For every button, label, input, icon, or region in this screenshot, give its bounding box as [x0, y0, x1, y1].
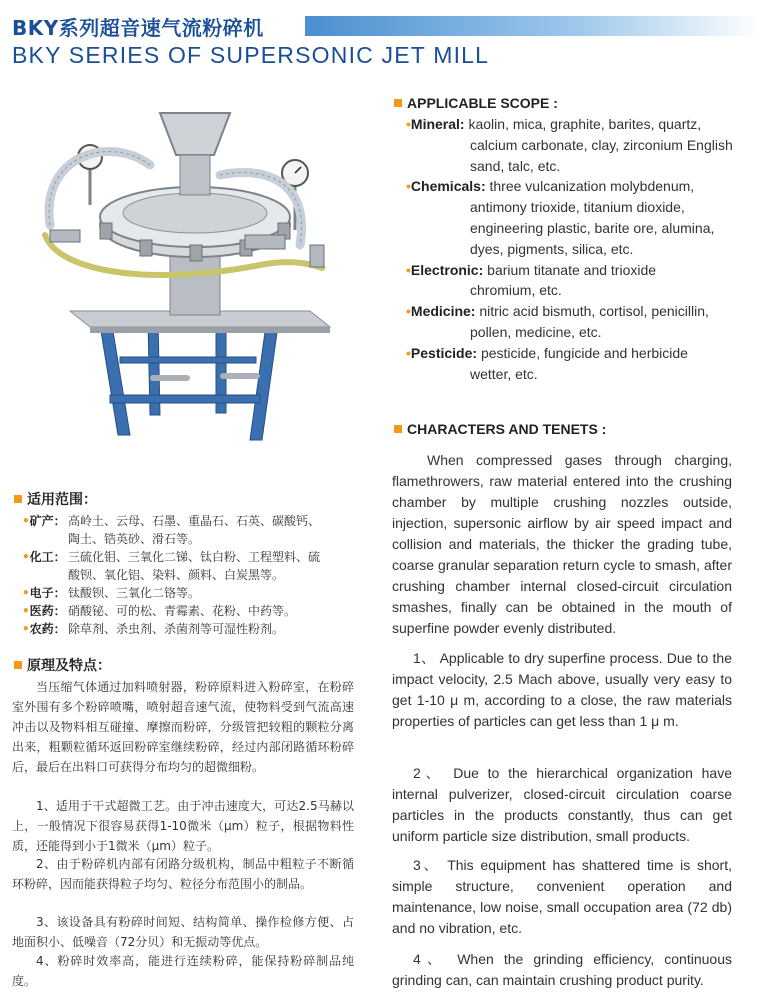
characters-point-4-en: 4、 When the grinding efficiency, continuous grinding can, can maintain crushing product purity.	[392, 951, 732, 988]
principle-point-4-cn: 4、粉碎时效率高，能进行连续粉碎，能保持粉碎制品纯度。	[12, 954, 354, 988]
scope-item-medicine-cn: •医药： 硝酸铋、可的松、青霉素、花粉、中药等。	[22, 604, 297, 618]
page-title-cn: BKY系列超音速气流粉碎机	[12, 16, 264, 40]
orange-square-bullet	[394, 99, 402, 107]
scope-item-pesticide-cn: •农药： 除草剂、杀虫剂、杀菌剂等可湿性粉剂。	[22, 622, 285, 636]
orange-square-bullet	[14, 661, 22, 669]
scope-item-electronic-cn: •电子： 钛酸钡、三氧化二铬等。	[22, 586, 201, 600]
scope-item-mineral-cn: •矿产： 高岭土、云母、石墨、重晶石、石英、碳酸钙、 陶土、锆英砂、滑石等。	[22, 514, 321, 546]
jet-mill-machine-icon	[30, 95, 360, 465]
scope-item-chemical-cn: •化工： 三硫化钼、三氧化二锑、钛白粉、工程塑料、硫 酸钡、氧化铝、染料、颜料、白炭黑等。	[22, 550, 321, 582]
scope-list-en	[406, 114, 746, 384]
orange-square-bullet	[14, 495, 22, 503]
scope-item-mineral-en: •Mineral: kaolin, mica, graphite, barites, quartz, calcium carbonate, clay, zirconium English sand, talc, etc.	[406, 116, 733, 174]
scope-list-cn	[22, 512, 362, 638]
characters-point-1-en: 1、 Applicable to dry superfine process. Due to the impact velocity, 2.5 Mach above, usually very easy to get 1-10 μ m, according to a close, the raw materials properties of particles can get less than 1 μ m.	[392, 650, 732, 729]
principle-point-1-cn: 1、适用于干式超微工艺。由于冲击速度大，可达2.5马赫以上，一般情况下很容易获得1-10微米（μm）粒子，根据物料性质，还能得到小于1微米（μm）粒子。	[12, 799, 354, 853]
scope-item-electronic-en: •Electronic: barium titanate and trioxide chromium, etc.	[406, 261, 657, 299]
title-decoration-band	[305, 16, 761, 36]
scope-item-medicine-en: •Medicine: nitric acid bismuth, cortisol, penicillin, pollen, medicine, etc.	[406, 303, 709, 340]
scope-heading-cn: 适用范围：	[14, 489, 97, 509]
orange-square-bullet	[394, 425, 402, 433]
characters-point-2-en: 2、 Due to the hierarchical organization have internal pulverizer, closed-circuit circulation coarse particles in the products constantly, thus can get uniform particle size distribution, small products.	[392, 765, 732, 844]
page-title-en: BKY SERIES OF SUPERSONIC JET MILL	[12, 42, 490, 68]
principle-heading-cn: 原理及特点：	[14, 655, 111, 675]
scope-item-chemicals-en: •Chemicals: three vulcanization molybdenum, antimony trioxide, titanium dioxide, engineering plastic, barite ore, alumina, dyes, pigments, silica, etc.	[406, 178, 715, 257]
characters-point-3-en: 3、 This equipment has shattered time is short, simple structure, convenient operation and maintenance, low noise, small occupation area (72 db) and no vibration, etc.	[392, 857, 732, 936]
scope-heading-en: APPLICABLE SCOPE :	[394, 95, 558, 111]
principle-point-2-cn: 2、由于粉碎机内部有闭路分级机构，制品中粗粒子不断循环粉碎，因而能获得粒子均匀、粒径分布范围小的制品。	[12, 857, 354, 891]
principle-intro-cn: 当压缩气体通过加料喷射器，粉碎原料进入粉碎室，在粉碎室外围有多个粉碎喷嘴，喷射超音速气流，使物料受到气流高速冲击以及物料相互碰撞、摩擦而粉碎，分级管把较粗的颗粒分离出来，粗颗粒循环返回粉碎室继续粉碎，经过内部闭路循环粉碎后，最后在出料口可获得分布均匀的超微细粉。	[12, 680, 354, 774]
characters-intro-en: When compressed gases through charging, flamethrowers, raw material entered into the crushing chamber by multiple crushing nozzles outside, injection, supersonic airflow by air speed impact and collision and materials, the thicker the grading tube, coarse granular separation return cycle to smash, after crushing chamber internal closed-circuit circulation smashes, finally can be obtained in the mouth of superfine powder evenly distributed.	[392, 452, 732, 636]
scope-item-pesticide-en: •Pesticide: pesticide, fungicide and herbicide wetter, etc.	[406, 344, 688, 382]
characters-heading-en: CHARACTERS AND TENETS :	[394, 421, 606, 437]
principle-point-3-cn: 3、该设备具有粉碎时间短、结构简单、操作检修方便、占地面积小、低噪音（72分贝）和无振动等优点。	[12, 915, 354, 949]
